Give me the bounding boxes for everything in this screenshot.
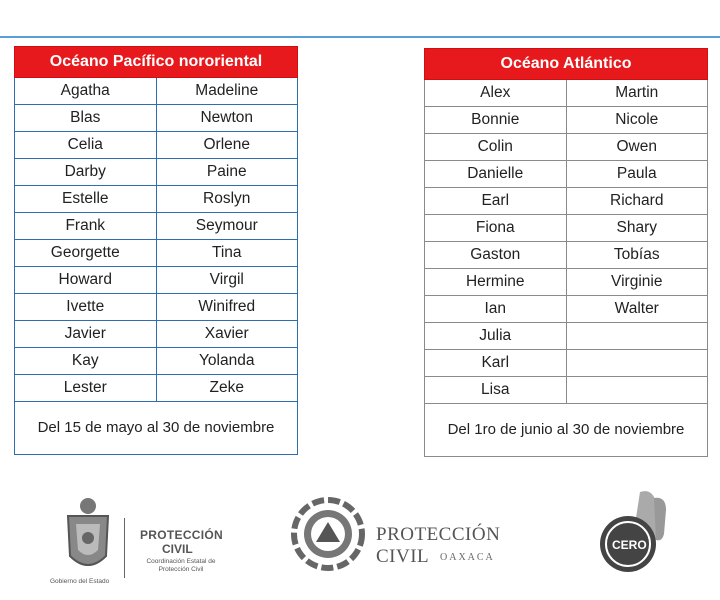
ok-hand-icon xyxy=(596,488,676,580)
pc-name: PROTECCIÓN CIVIL xyxy=(376,524,501,567)
oaxaca-pc-title-line1: PROTECCIÓN xyxy=(140,528,224,542)
name-cell xyxy=(566,323,708,350)
name-cell: Hermine xyxy=(425,269,567,296)
table-row xyxy=(425,242,708,269)
name-cell: Fiona xyxy=(425,215,567,242)
name-cell: Owen xyxy=(566,134,708,161)
name-cell: Georgette xyxy=(15,240,157,267)
name-cell: Richard xyxy=(566,188,708,215)
name-cell: Javier xyxy=(15,321,157,348)
name-cell: Newton xyxy=(156,105,298,132)
atlantic-season-period: Del 1ro de junio al 30 de noviembre xyxy=(425,404,708,457)
table-row xyxy=(15,321,298,348)
name-cell: Celia xyxy=(15,132,157,159)
name-cell: Tobías xyxy=(566,242,708,269)
name-cell: Julia xyxy=(425,323,567,350)
pacific-names-table xyxy=(14,46,298,455)
table-row xyxy=(425,161,708,188)
name-cell: Kay xyxy=(15,348,157,375)
top-rule xyxy=(0,36,720,38)
table-row xyxy=(15,375,298,402)
name-cell: Ivette xyxy=(15,294,157,321)
name-cell: Colin xyxy=(425,134,567,161)
name-cell: Bonnie xyxy=(425,107,567,134)
name-cell: Gaston xyxy=(425,242,567,269)
table-row xyxy=(425,323,708,350)
proteccion-civil-logo xyxy=(290,496,550,576)
table-row xyxy=(15,159,298,186)
table-row xyxy=(15,132,298,159)
name-cell: Ian xyxy=(425,296,567,323)
name-cell: Martin xyxy=(566,80,708,107)
table-row xyxy=(15,105,298,132)
name-cell: Karl xyxy=(425,350,567,377)
name-cell xyxy=(566,377,708,404)
table-row xyxy=(425,134,708,161)
table-row xyxy=(425,269,708,296)
pacific-season-period: Del 15 de mayo al 30 de noviembre xyxy=(15,402,298,455)
cero-label: CERO xyxy=(612,538,647,552)
table-row xyxy=(15,267,298,294)
table-row xyxy=(425,107,708,134)
name-cell: Earl xyxy=(425,188,567,215)
table-row xyxy=(15,294,298,321)
name-cell: Estelle xyxy=(15,186,157,213)
name-cell: Walter xyxy=(566,296,708,323)
table-row xyxy=(15,78,298,105)
civil-protection-emblem-icon xyxy=(290,496,366,572)
oaxaca-pc-title-line2: CIVIL xyxy=(162,542,193,556)
name-cell: Darby xyxy=(15,159,157,186)
oaxaca-protection-logo xyxy=(50,494,230,585)
name-cell: Zeke xyxy=(156,375,298,402)
oaxaca-pc-subtitle: Coordinación Estatal de Protección Civil xyxy=(146,558,216,573)
oaxaca-coat-of-arms-icon xyxy=(58,494,118,578)
table-row xyxy=(15,348,298,375)
pacific-table-title: Océano Pacífico nororiental xyxy=(15,47,298,78)
name-cell: Tina xyxy=(156,240,298,267)
name-cell: Howard xyxy=(15,267,157,294)
name-cell: Lisa xyxy=(425,377,567,404)
name-cell: Xavier xyxy=(156,321,298,348)
table-row xyxy=(15,240,298,267)
table-row xyxy=(425,377,708,404)
cero-tolerancia-logo xyxy=(596,488,676,580)
name-cell: Orlene xyxy=(156,132,298,159)
logo-divider xyxy=(124,518,125,578)
name-cell: Danielle xyxy=(425,161,567,188)
name-cell: Madeline xyxy=(156,78,298,105)
logos-footer xyxy=(0,480,720,590)
name-cell: Roslyn xyxy=(156,186,298,213)
government-caption: Gobierno del Estado xyxy=(50,578,110,585)
name-cell: Virgil xyxy=(156,267,298,294)
pc-state: OAXACA xyxy=(440,552,495,563)
name-cell: Lester xyxy=(15,375,157,402)
name-cell: Nicole xyxy=(566,107,708,134)
name-cell: Alex xyxy=(425,80,567,107)
name-cell: Blas xyxy=(15,105,157,132)
name-cell: Agatha xyxy=(15,78,157,105)
name-cell: Paula xyxy=(566,161,708,188)
table-row xyxy=(425,296,708,323)
table-row xyxy=(425,215,708,242)
name-cell: Paine xyxy=(156,159,298,186)
table-row xyxy=(425,188,708,215)
atlantic-names-table xyxy=(424,48,708,457)
name-cell: Frank xyxy=(15,213,157,240)
table-row xyxy=(15,186,298,213)
table-row xyxy=(15,213,298,240)
name-cell: Virginie xyxy=(566,269,708,296)
name-cell: Shary xyxy=(566,215,708,242)
atlantic-table-title: Océano Atlántico xyxy=(425,49,708,80)
name-cell xyxy=(566,350,708,377)
name-cell: Winifred xyxy=(156,294,298,321)
name-cell: Seymour xyxy=(156,213,298,240)
table-row xyxy=(425,350,708,377)
table-row xyxy=(425,80,708,107)
name-cell: Yolanda xyxy=(156,348,298,375)
